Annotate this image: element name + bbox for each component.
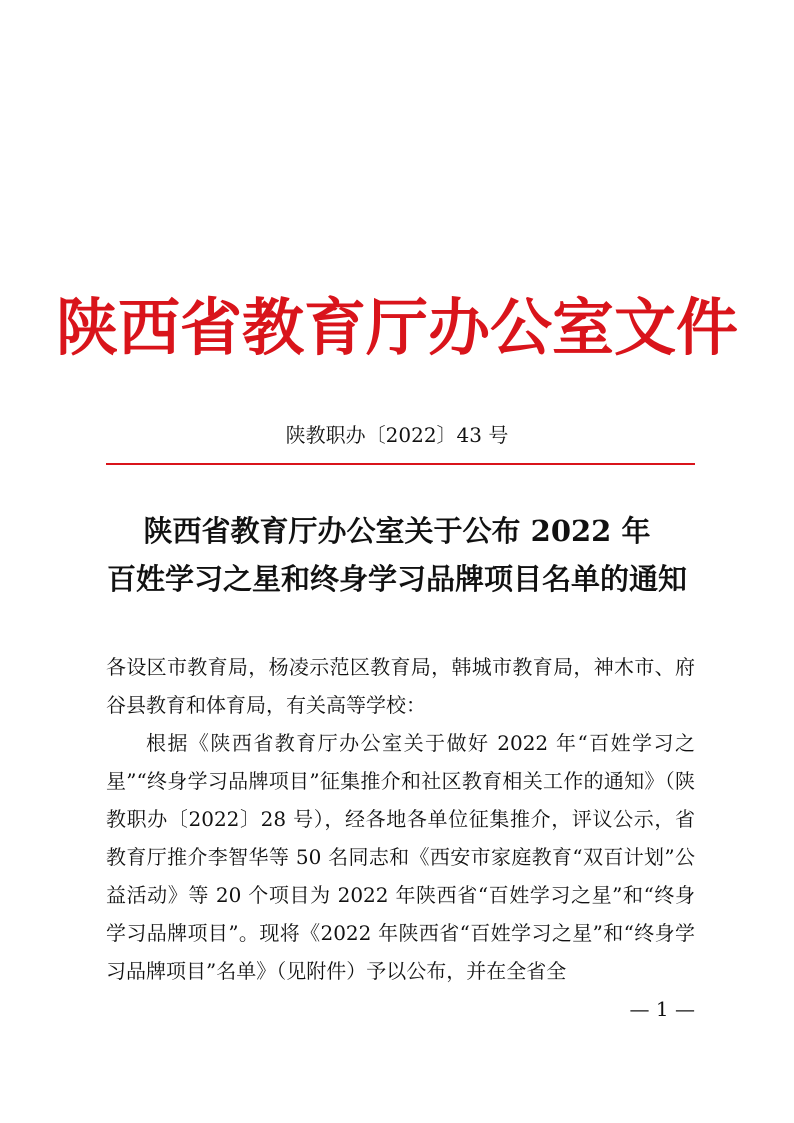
salutation: 各设区市教育局，杨凌示范区教育局，韩城市教育局，神木市、府谷县教育和体育局，有关高等学校： — [106, 655, 695, 717]
document-title — [40, 507, 754, 603]
document-body — [106, 648, 695, 990]
document-number: 陕教职办〔2022〕43 号 — [285, 423, 509, 447]
red-divider-line — [106, 463, 695, 465]
body-paragraph-1: 根据《陕西省教育厅办公室关于做好 2022 年“百姓学习之星”“终身学习品牌项目”征集推介和社区教育相关工作的通知》（陕教职办〔2022〕28 号），经各地各单位征集推介，评议公示，省教育厅推介李智华等 50 名同志和《西安市家庭教育“双百计划”公益活动》等 20 个项目为 2022 年陕西省“百姓学习之星”和“终身学习品牌项目”。现将《2022 年陕西省“百姓学习之星”和“终身学习品牌项目”名单》（见附件）予以公布，并在全省全 — [106, 731, 695, 983]
masthead-title: 陕西省教育厅办公室文件 — [55, 291, 738, 364]
page-number: — 1 — — [629, 997, 695, 1021]
document-title-line-1: 陕西省教育厅办公室关于公布 2022 年 — [143, 514, 651, 548]
document-title-line-2: 百姓学习之星和终身学习品牌项目名单的通知 — [106, 562, 687, 596]
